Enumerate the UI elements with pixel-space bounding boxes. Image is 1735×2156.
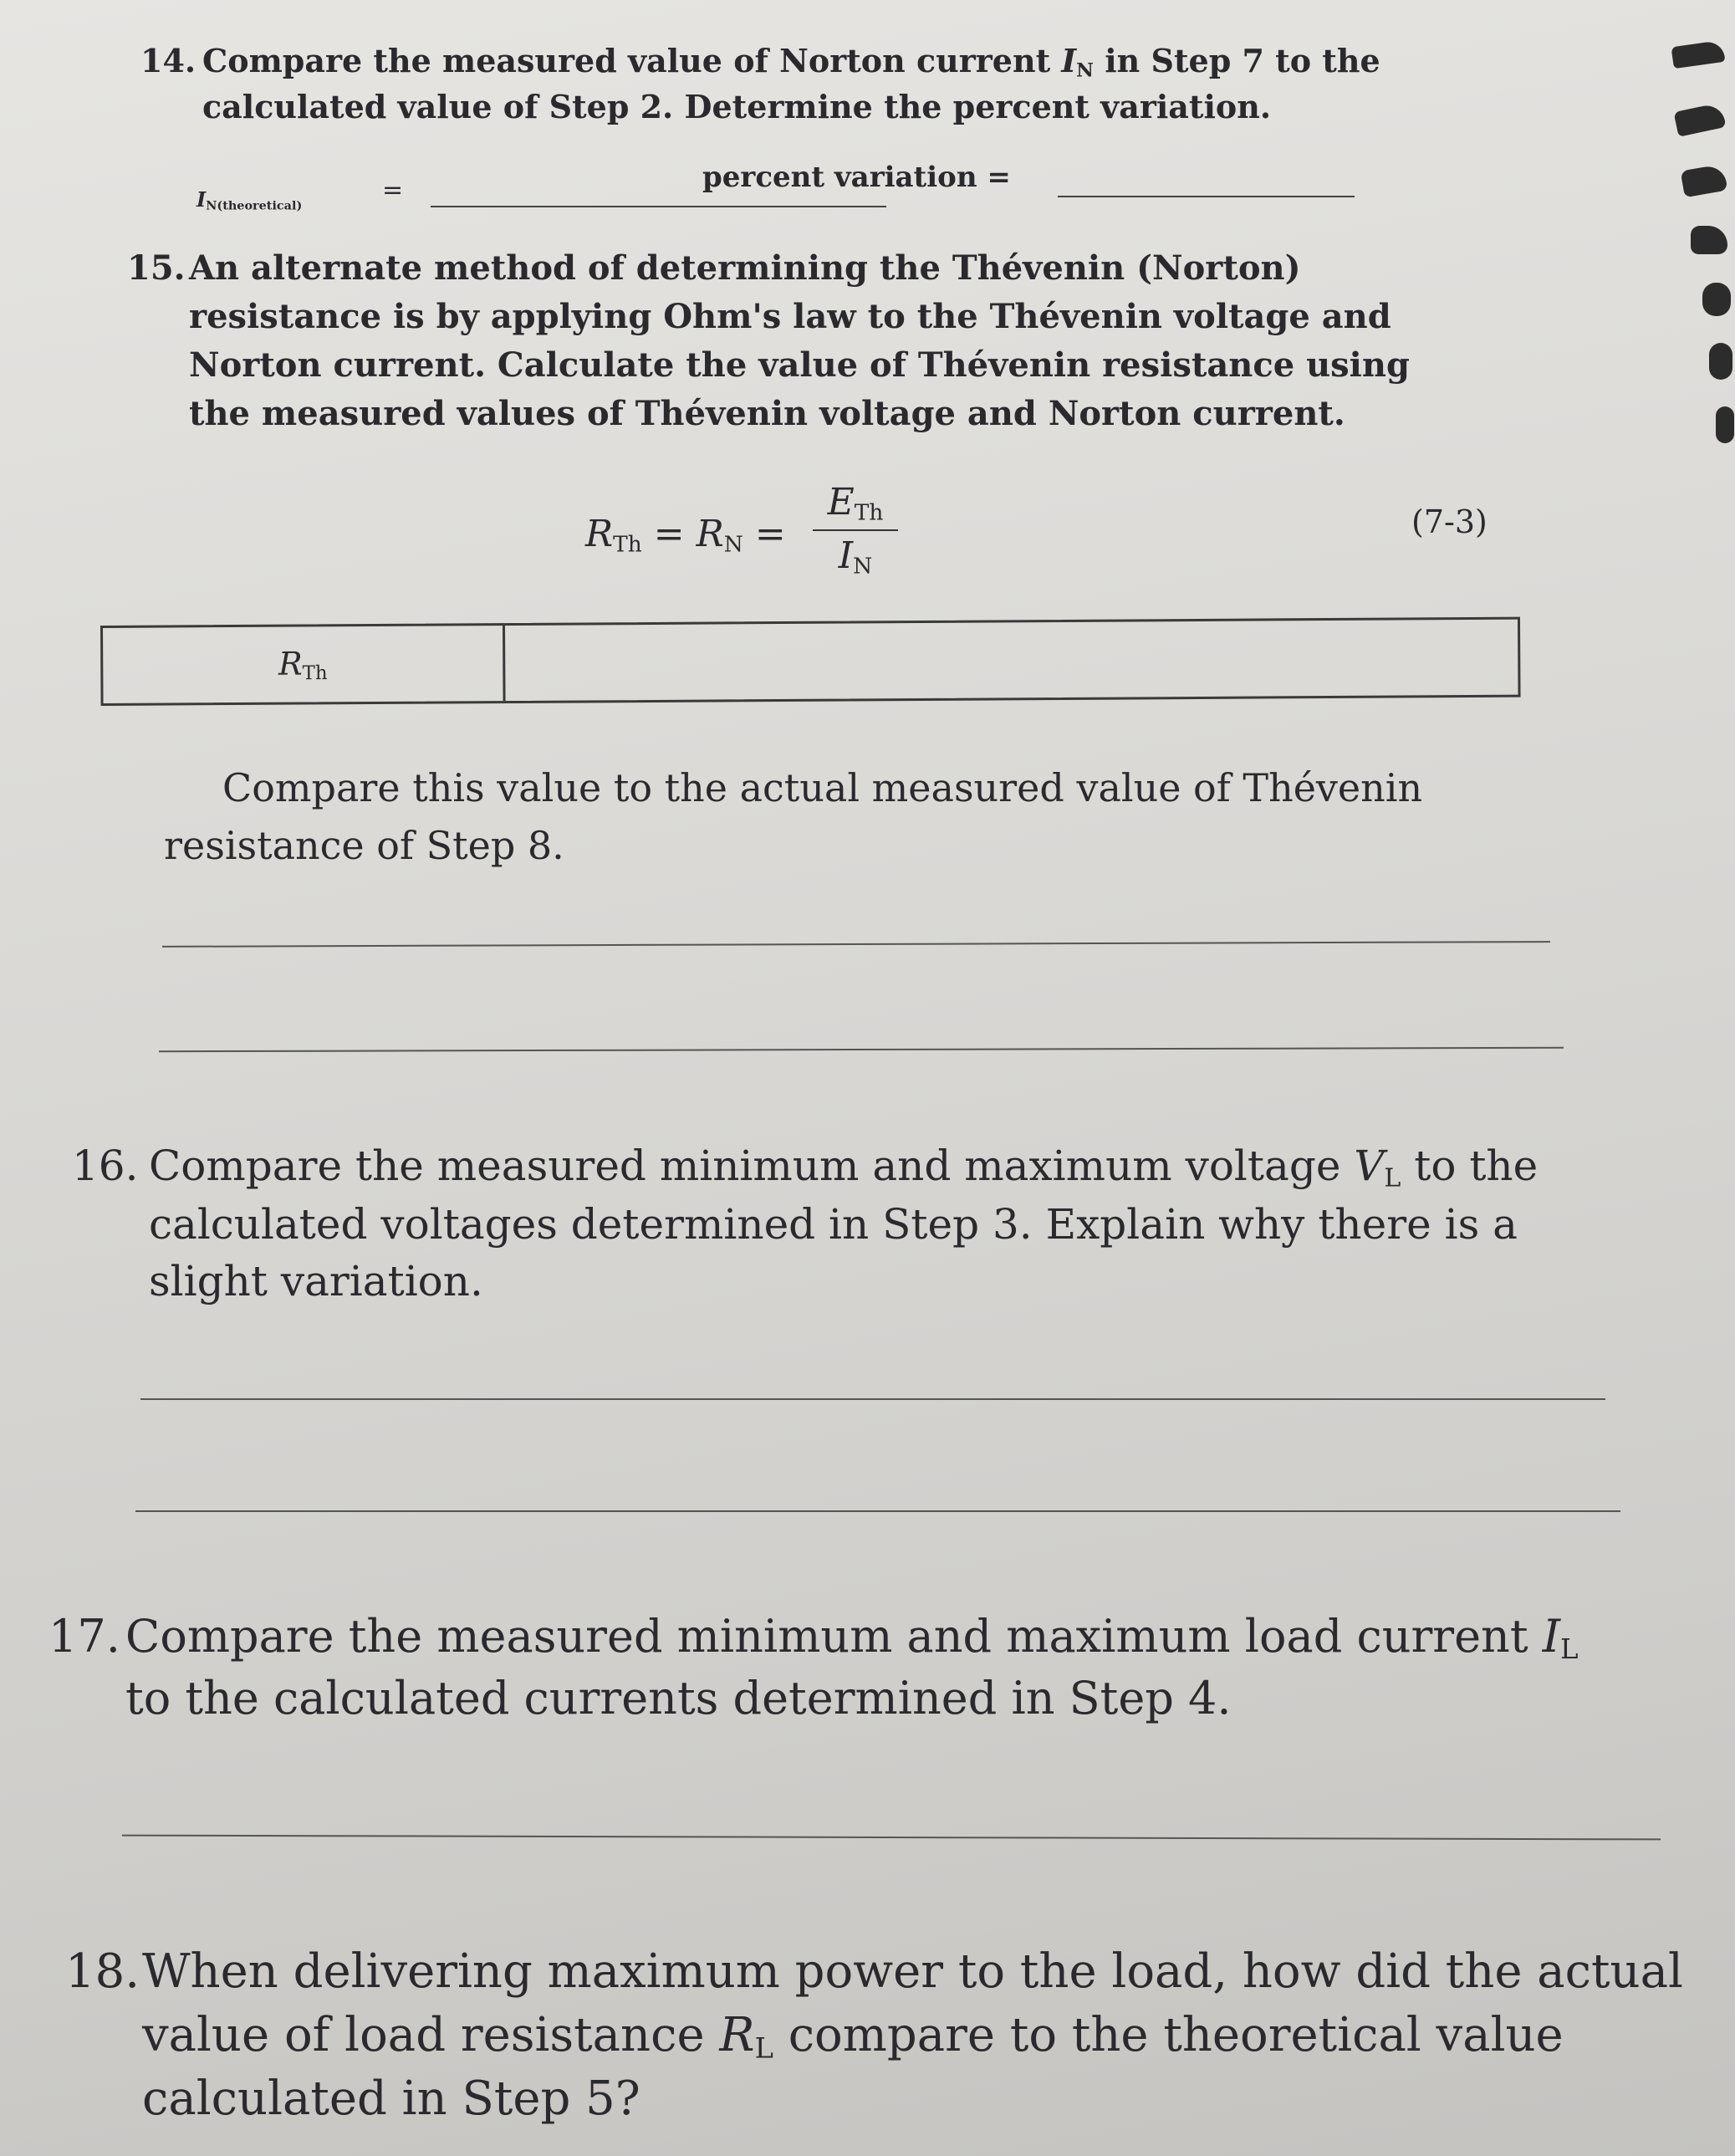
question-text: When delivering maximum power to the load, how did the actual value of load resistance $R_L$ compare to the theoretical value calculated in Step 5?	[142, 1944, 1683, 2127]
answer-line[interactable]	[140, 1398, 1605, 1400]
question-number: 18.	[65, 1944, 140, 1999]
thevenin-formula	[585, 481, 936, 590]
binding-ring	[1691, 226, 1727, 254]
fraction-numerator: $E_{Th}$	[827, 481, 884, 526]
spiral-binding	[1664, 33, 1735, 452]
question-number: 16.	[72, 1142, 139, 1190]
question-17	[48, 1606, 1637, 1729]
binding-ring	[1709, 343, 1732, 380]
question-number: 17.	[48, 1610, 120, 1663]
compare-instruction: Compare this value to the actual measured value of Thévenin resistance of Step 8.	[164, 765, 1423, 868]
question-number: 14.	[140, 42, 196, 79]
formula-lhs: $R_{Th} = R_N$ =	[585, 513, 786, 558]
equation-number: (7-3)	[1411, 503, 1488, 540]
answer-line[interactable]	[162, 941, 1550, 948]
load-current-symbol: $I_L$	[1542, 1610, 1579, 1666]
question-text: An alternate method of determining the Thévenin (Norton) resistance is by applying Ohm's law to the Thévenin voltage and Norton current. Calculate the value of Thévenin resistance using the measured values of Thévenin voltage and Norton current.	[189, 248, 1410, 433]
norton-current-symbol: $I_N$	[1061, 42, 1094, 82]
q14-answer-row	[196, 157, 1367, 213]
binding-ring	[1681, 164, 1728, 198]
question-text: Compare the measured minimum and maximum load current $I_L$ to the calculated currents determined in Step 4.	[125, 1610, 1579, 1725]
answer-line[interactable]	[159, 1047, 1564, 1052]
question-15	[127, 244, 1482, 438]
binding-ring	[1716, 406, 1734, 443]
question-text: Compare the measured minimum and maximum voltage $V_L$ to the calculated voltages determined in Step 3. Explain why there is a slight variation.	[149, 1142, 1539, 1306]
rth-label-cell: $R_{Th}$	[103, 626, 506, 703]
norton-theoretical-blank[interactable]	[431, 206, 886, 207]
binding-ring	[1674, 102, 1727, 136]
answer-line[interactable]	[135, 1510, 1620, 1512]
binding-ring	[1671, 40, 1725, 69]
load-resistance-symbol: $R_L$	[719, 2008, 773, 2065]
question-number: 15.	[127, 248, 186, 288]
fraction-denominator: $I_N$	[838, 534, 873, 580]
answer-line[interactable]	[122, 1835, 1661, 1841]
equals-sign: =	[382, 176, 404, 205]
rth-value-cell[interactable]	[505, 620, 1518, 701]
percent-variation-label: percent variation =	[702, 161, 1011, 194]
load-voltage-symbol: $V_L$	[1354, 1142, 1401, 1193]
binding-ring	[1702, 283, 1731, 316]
question-16	[72, 1137, 1594, 1310]
formula-fraction	[809, 481, 901, 580]
percent-variation-blank[interactable]	[1058, 196, 1355, 197]
question-18	[65, 1940, 1704, 2131]
norton-theoretical-label: $I_{N(theoretical)}$	[196, 187, 303, 213]
question-text: Compare the measured value of Norton current $I_N$ in Step 7 to the calculated value of Step 2. Determine the percent variation.	[202, 42, 1380, 126]
question-14	[140, 38, 1445, 130]
rth-table	[100, 617, 1521, 706]
